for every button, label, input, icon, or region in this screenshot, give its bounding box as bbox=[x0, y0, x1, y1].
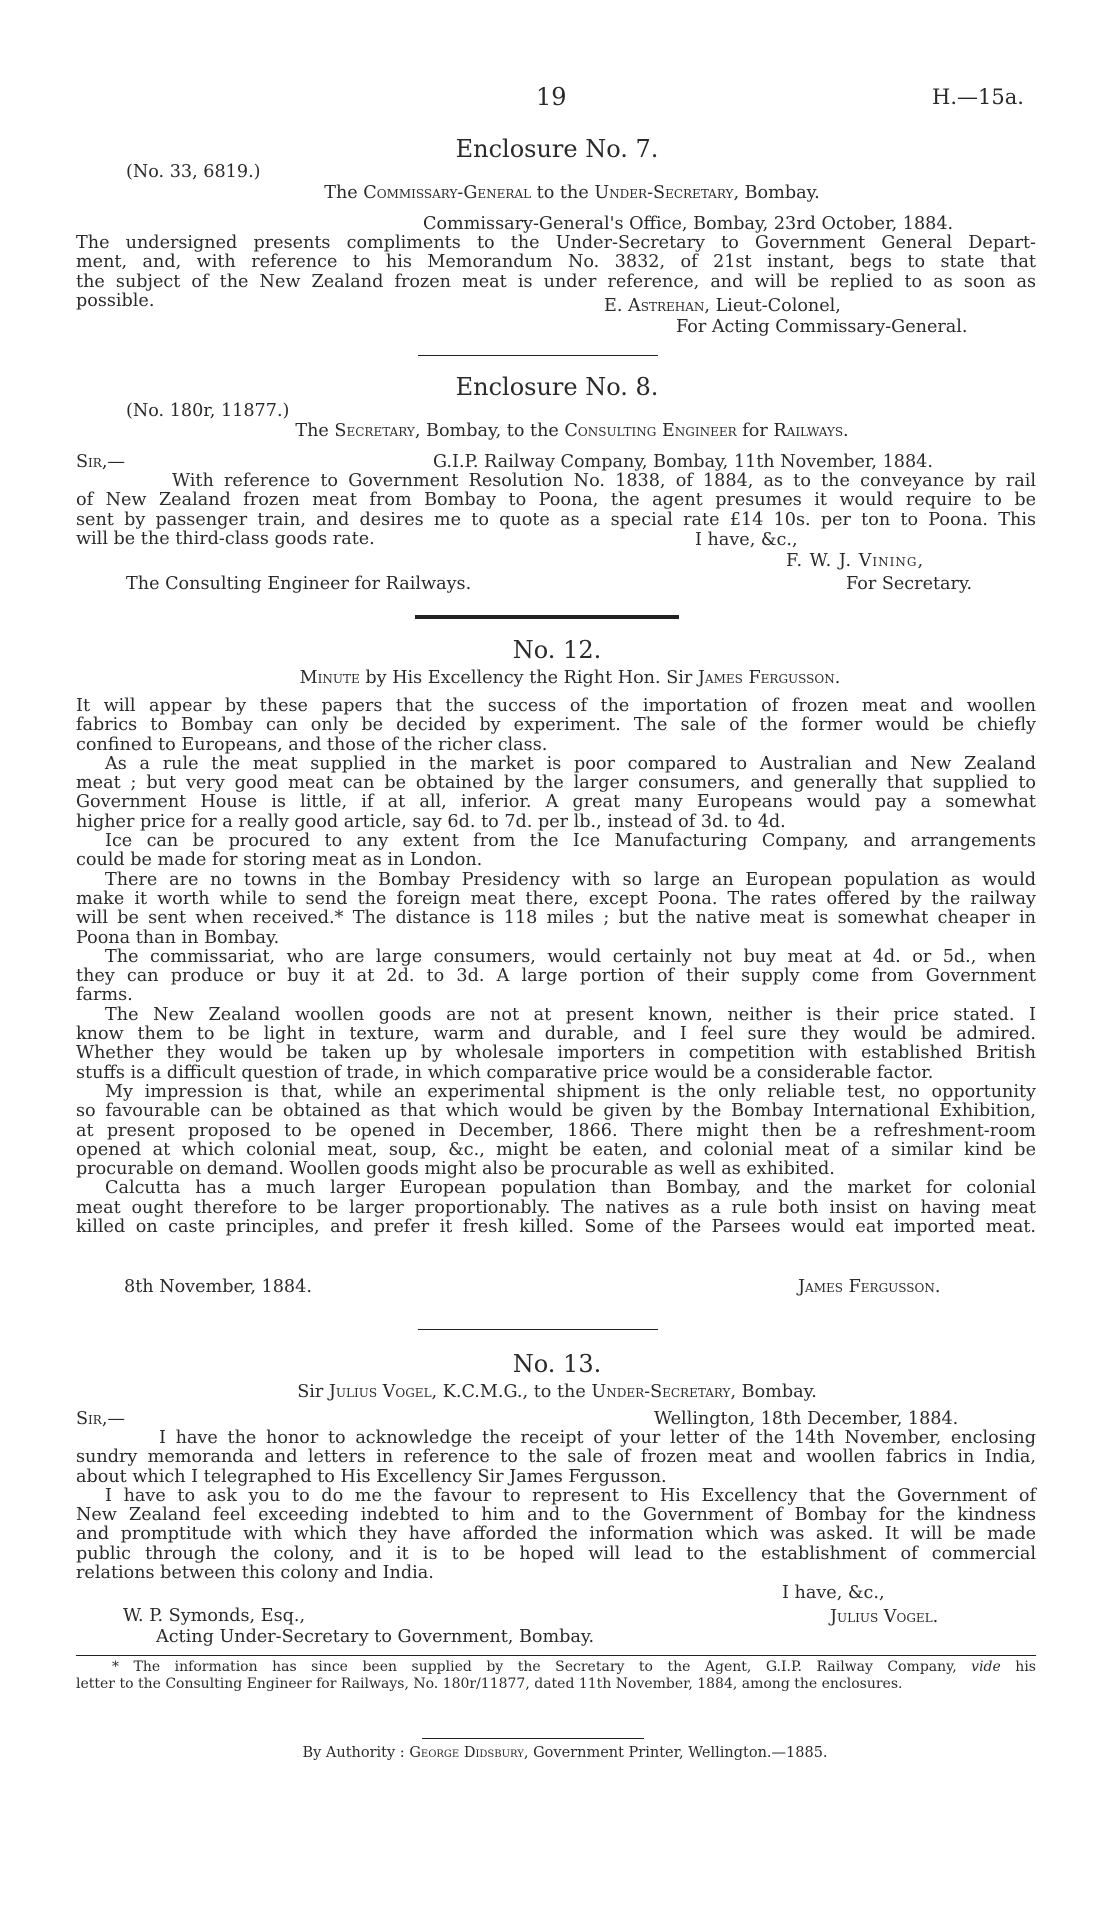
enclosure-8-ref: (No. 180r, 11877.) bbox=[126, 401, 290, 421]
body-line: higher price for a really good article, say 6d. to 7d. per lb., instead of 3d. to 4d. bbox=[76, 811, 786, 832]
enclosure-7-signature: E. Astrehan, Lieut-Colonel, bbox=[604, 296, 841, 316]
enclosure-7-signer-title: For Acting Commissary-General. bbox=[676, 317, 968, 337]
no-13-addressee-name: W. P. Symonds, Esq., bbox=[123, 1606, 306, 1626]
imprint-rule bbox=[422, 1738, 644, 1739]
enclosure-8-body bbox=[76, 472, 1036, 549]
body-line: will be sent when received.* The distance is 118 miles ; but the native meat is somewhat cheaper in bbox=[76, 908, 1036, 929]
body-line: at present proposed to be opened in December, 1866. There might then be a refreshment-room bbox=[76, 1120, 1036, 1141]
body-line: With reference to Government Resolution No. 1838, of 1884, as to the conveyance by rail bbox=[172, 471, 1036, 491]
body-line: Whether they would be taken up by wholesale importers in competition with established British bbox=[76, 1043, 1036, 1064]
no-13-signature: Julius Vogel. bbox=[830, 1607, 939, 1627]
body-line: It will appear by these papers that the success of the importation of frozen meat and woollen bbox=[76, 696, 1036, 716]
printer-imprint: By Authority : George Didsbury, Government Printer, Wellington.—1885. bbox=[302, 1745, 828, 1761]
body-line: they can produce or buy it at 2d. to 3d. A large portion of their supply come from Government bbox=[76, 966, 1036, 987]
enclosure-8-heading: The Secretary, Bombay, to the Consulting Engineer for Railways. bbox=[295, 421, 849, 441]
body-line: The New Zealand woollen goods are not at present known, neither is their price stated. I bbox=[105, 1004, 1036, 1025]
body-line: killed on caste principles, and prefer it fresh killed. Some of the Parsees would eat imported meat. bbox=[76, 1217, 1036, 1238]
body-line: make it worth while to send the foreign meat there, except Poona. The rates offered by the railway bbox=[76, 888, 1036, 909]
enclosure-7-heading: The Commissary-General to the Under-Secretary, Bombay. bbox=[324, 183, 820, 203]
body-line: ment, and, with reference to his Memorandum No. 3832, of 21st instant, begs to state that bbox=[76, 252, 1036, 273]
body-line: Calcutta has a much larger European population than Bombay, and the market for colonial bbox=[105, 1178, 1036, 1199]
body-line: New Zealand feel exceeding indebted to him and to the Government of Bombay for the kindness bbox=[76, 1505, 1036, 1526]
body-line: The undersigned presents compliments to the Under-Secretary to Government General Depart- bbox=[76, 233, 1036, 253]
body-line: I have the honor to acknowledge the receipt of your letter of the 14th November, enclosing bbox=[159, 1428, 1036, 1448]
no-12-heading: Minute by His Excellency the Right Hon. Sir James Fergusson. bbox=[299, 668, 841, 688]
enclosure-8-title: Enclosure No. 8. bbox=[455, 373, 659, 401]
footnote-rule bbox=[76, 1655, 1036, 1656]
body-line: of New Zealand frozen meat from Bombay to Poona, the agent presumes it would require to be bbox=[76, 490, 1036, 511]
enclosure-8-signer-title: For Secretary. bbox=[846, 574, 973, 594]
no-13-addressee-title: Acting Under-Secretary to Government, Bombay. bbox=[156, 1627, 595, 1647]
body-line: will be the third-class goods rate. bbox=[76, 528, 375, 549]
no-13-heading: Sir Julius Vogel, K.C.M.G., to the Under-Secretary, Bombay. bbox=[297, 1382, 817, 1402]
body-line: public through the colony, and it is to be hoped will lead to the establishment of commercial bbox=[76, 1543, 1036, 1564]
section-divider-thick bbox=[415, 615, 679, 619]
no-12-signature: James Fergusson. bbox=[798, 1277, 941, 1297]
enclosure-8-place-date: G.I.P. Railway Company, Bombay, 11th November, 1884. bbox=[433, 452, 933, 472]
enclosure-7-place-date: Commissary-General's Office, Bombay, 23rd October, 1884. bbox=[423, 214, 954, 234]
no-12-title: No. 12. bbox=[512, 636, 602, 664]
body-line: relations between this colony and India. bbox=[76, 1563, 434, 1584]
no-13-place-date: Wellington, 18th December, 1884. bbox=[654, 1409, 959, 1429]
section-divider bbox=[418, 355, 658, 356]
body-line: procurable on demand. Woollen goods might also be procurable as well as exhibited. bbox=[76, 1159, 835, 1180]
enclosure-8-signature: F. W. J. Vining, bbox=[786, 551, 925, 571]
page-number: 19 bbox=[536, 83, 567, 111]
body-line: opened at which colonial meat, soup, &c., might be eaten, and colonial meat of a similar kind be bbox=[76, 1139, 1036, 1160]
section-divider bbox=[418, 1329, 658, 1330]
body-line: stuffs is a difficult question of trade, in which comparative price would be a considerable factor. bbox=[76, 1062, 934, 1083]
no-12-date: 8th November, 1884. bbox=[124, 1277, 312, 1297]
body-line: could be made for storing meat as in London. bbox=[76, 850, 483, 871]
body-line: possible. bbox=[76, 290, 155, 311]
body-line: know them to be light in texture, warm and durable, and I feel sure they would be admired. bbox=[76, 1024, 1036, 1045]
body-line: and promptitude with which they have afforded the information which was asked. It will be made bbox=[76, 1524, 1036, 1545]
body-line: fabrics to Bombay can only be decided by experiment. The sale of the former would be chiefly bbox=[76, 715, 1036, 736]
no-13-closing: I have, &c., bbox=[782, 1583, 885, 1603]
body-line: the subject of the New Zealand frozen meat is under reference, and will be replied to as soon as bbox=[76, 271, 1036, 292]
no-13-body bbox=[76, 1429, 1036, 1583]
body-line: about which I telegraphed to His Excellency Sir James Fergusson. bbox=[76, 1466, 667, 1487]
footnote-line: letter to the Consulting Engineer for Railways, No. 180r/11877, dated 11th November, 1884, among the enclosures. bbox=[76, 1676, 903, 1692]
enclosure-7-ref: (No. 33, 6819.) bbox=[126, 162, 261, 182]
body-line: There are no towns in the Bombay Presidency with so large an European population as would bbox=[105, 869, 1036, 890]
body-line: Ice can be procured to any extent from the Ice Manufacturing Company, and arrangements bbox=[105, 831, 1036, 852]
enclosure-7-body bbox=[76, 234, 1036, 311]
body-line: Government House is little, if at all, inferior. A great many Europeans would pay a somewhat bbox=[76, 792, 1036, 813]
body-line: As a rule the meat supplied in the market is poor compared to Australian and New Zealand bbox=[105, 753, 1036, 774]
body-line: farms. bbox=[76, 985, 133, 1006]
no-13-salutation: Sir,— bbox=[76, 1409, 126, 1429]
no-13-title: No. 13. bbox=[512, 1350, 602, 1378]
enclosure-8-addressee: The Consulting Engineer for Railways. bbox=[126, 574, 472, 594]
document-reference: H.—15a. bbox=[932, 85, 1024, 109]
body-line: meat ought therefore to be larger proportionably. The natives as a rule both insist on having meat bbox=[76, 1197, 1036, 1218]
body-line: sundry memoranda and letters in reference to the sale of frozen meat and woollen fabrics in India, bbox=[76, 1447, 1036, 1468]
enclosure-8-salutation: Sir,— bbox=[76, 452, 126, 472]
body-line: meat ; but very good meat can be obtained by the larger consumers, and generally that supplied to bbox=[76, 773, 1036, 794]
body-line: My impression is that, while an experimental shipment is the only reliable test, no opportunity bbox=[105, 1081, 1036, 1102]
enclosure-8-closing: I have, &c., bbox=[695, 530, 798, 550]
body-line: so favourable can be obtained as that which would be given by the Bombay International Exhibition, bbox=[76, 1101, 1036, 1122]
body-line: confined to Europeans, and those of the richer class. bbox=[76, 734, 548, 755]
enclosure-7-title: Enclosure No. 7. bbox=[455, 135, 659, 163]
body-line: sent by passenger train, and desires me to quote as a special rate £14 10s. per ton to Poona. This bbox=[76, 509, 1036, 530]
body-line: Poona than in Bombay. bbox=[76, 927, 280, 948]
footnote-line: * The information has since been supplied by the Secretary to the Agent, G.I.P. Railway Company, vide his bbox=[112, 1659, 1036, 1675]
body-line: I have to ask you to do me the favour to represent to His Excellency that the Government of bbox=[105, 1485, 1036, 1506]
footnote bbox=[76, 1659, 1036, 1693]
body-line: The commissariat, who are large consumers, would certainly not buy meat at 4d. or 5d., when bbox=[105, 946, 1036, 967]
no-12-body bbox=[76, 697, 1036, 1237]
